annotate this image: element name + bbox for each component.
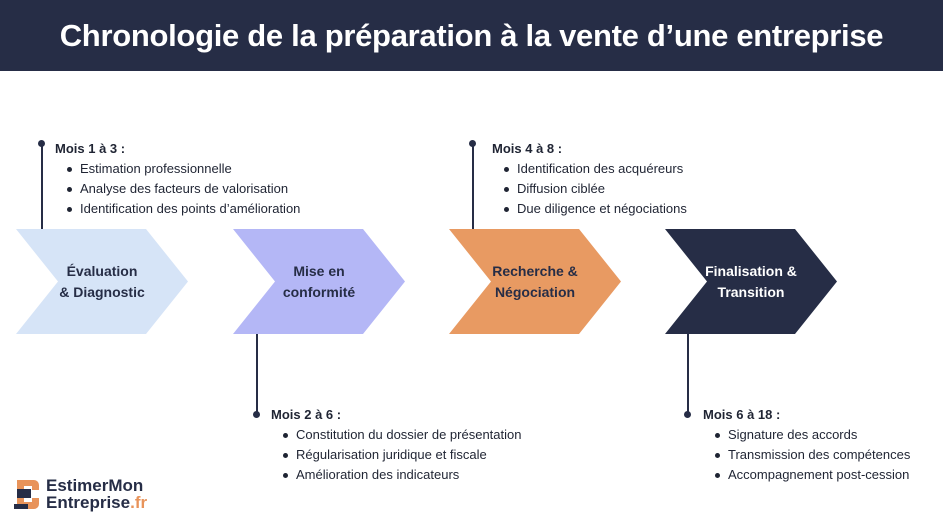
phase-item: Accompagnement post-cession (703, 465, 910, 485)
step-chevron-evaluation (16, 229, 188, 334)
step-label-line1: Évaluation (66, 262, 138, 279)
phase-item: Transmission des compétences (703, 445, 910, 465)
phase-block-2 (271, 405, 521, 485)
phase-item: Identification des acquéreurs (492, 159, 687, 179)
step-label-line2: Négociation (494, 283, 576, 300)
page-title: Chronologie de la préparation à la vente d’une entreprise (59, 17, 884, 53)
phase-title: Mois 1 à 3 : (55, 141, 126, 156)
step-label (469, 229, 601, 334)
connector-line (41, 143, 43, 229)
phase-title: Mois 6 à 18 : (703, 407, 781, 422)
phase-block-1 (55, 139, 300, 219)
logo-line2-text: Entreprise (46, 493, 131, 512)
connector-dot (253, 411, 260, 418)
step-label-line2: conformité (282, 283, 356, 300)
connector-line (472, 143, 474, 229)
connector-dot (684, 411, 691, 418)
phase-item: Identification des points d’amélioration (55, 199, 300, 219)
phase-item: Estimation professionnelle (55, 159, 300, 179)
phase-title: Mois 2 à 6 : (271, 407, 342, 422)
logo-suffix: .fr (130, 493, 148, 512)
logo-line2 (46, 494, 147, 511)
phase-item: Régularisation juridique et fiscale (271, 445, 521, 465)
step-label-line2: Transition (717, 283, 785, 300)
step-label (685, 229, 817, 334)
phase-list (55, 159, 300, 219)
phase-block-3 (492, 139, 687, 219)
phase-item: Diffusion ciblée (492, 179, 687, 199)
connector-line (687, 334, 689, 414)
logo-wordmark (46, 477, 147, 511)
phase-item: Signature des accords (703, 425, 910, 445)
step-label-line1: Finalisation & (705, 262, 797, 279)
connector-line (256, 334, 258, 414)
step-chevron-transition (665, 229, 837, 334)
phase-list (492, 159, 687, 219)
phase-item: Amélioration des indicateurs (271, 465, 521, 485)
brand-logo (14, 476, 147, 512)
phase-item: Due diligence et négociations (492, 199, 687, 219)
step-chevron-conformite (233, 229, 405, 334)
phase-item: Constitution du dossier de présentation (271, 425, 521, 445)
step-label (36, 229, 168, 334)
phase-list (271, 425, 521, 485)
logo-line1: EstimerMon (46, 476, 144, 495)
logo-icon (14, 476, 40, 512)
phase-title: Mois 4 à 8 : (492, 141, 563, 156)
phase-list (703, 425, 910, 485)
step-label-line1: Mise en (293, 262, 345, 279)
step-chevron-negociation (449, 229, 621, 334)
step-label-line2: & Diagnostic (59, 283, 145, 300)
phase-block-4 (703, 405, 910, 485)
phase-item: Analyse des facteurs de valorisation (55, 179, 300, 199)
step-label (253, 229, 385, 334)
step-label-line1: Recherche & (492, 262, 578, 279)
